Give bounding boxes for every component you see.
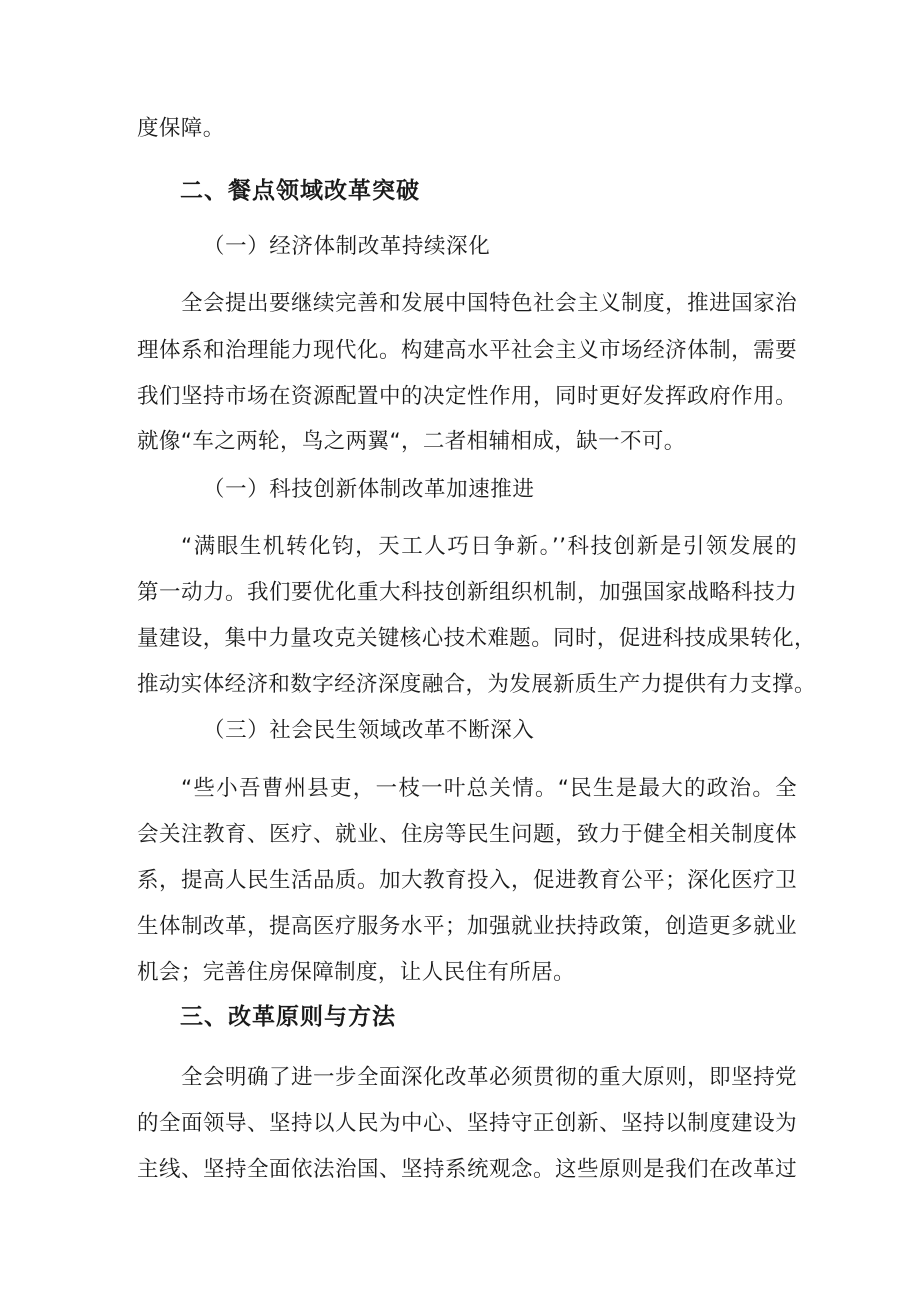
paragraph-line: 量建设，集中力量攻克关键核心技术难题。同时，促进科技成果转化， — [137, 626, 816, 651]
paragraph-line: 第一动力。我们要优化重大科技创新组织机制，加强国家战略科技力 — [137, 580, 797, 605]
paragraph-line: 理体系和治理能力现代化。构建高水平社会主义市场经济体制，需要 — [137, 338, 797, 363]
section-heading-3: 三、改革原则与方法 — [180, 1004, 396, 1030]
section-heading-2: 二、餐点领域改革突破 — [180, 178, 420, 204]
paragraph-line: 系，提高人民生活品质。加大教育投入，促进教育公平；深化医疗卫 — [137, 868, 797, 893]
subsection-heading-livelihood: （三）社会民生领域改革不断深入 — [203, 718, 535, 743]
paragraph-line: 全会明确了进一步全面深化改革必须贯彻的重大原则，即坚持党 — [181, 1065, 797, 1090]
paragraph-line: 度保障。 — [137, 116, 225, 141]
paragraph-line: 推动实体经济和数字经济深度融合，为发展新质生产力提供有力支撑。 — [137, 672, 816, 697]
subsection-heading-economy: （一）经济体制改革持续深化 — [203, 234, 491, 259]
subsection-heading-tech: （一）科技创新体制改革加速推进 — [203, 477, 535, 502]
paragraph-line: 机会；完善住房保障制度，让人民住有所居。 — [137, 960, 576, 985]
paragraph-line: 会关注教育、医疗、就业、住房等民生问题，致力于健全相关制度体 — [137, 822, 797, 847]
paragraph-line: 主线、坚持全面依法治国、坚持系统观念。这些原则是我们在改革过 — [137, 1157, 797, 1182]
paragraph-line: 我们坚持市场在资源配置中的决定性作用，同时更好发挥政府作用。 — [137, 384, 797, 409]
paragraph-line: “满眼生机转化钧，天工人巧日争新。’’科技创新是引领发展的 — [181, 534, 797, 559]
paragraph-line: 全会提出要继续完善和发展中国特色社会主义制度，推进国家治 — [181, 291, 797, 316]
paragraph-line: 生体制改革，提高医疗服务水平；加强就业扶持政策，创造更多就业 — [137, 914, 797, 939]
paragraph-line: 就像“车之两轮，鸟之两翼“，二者相辅相成，缺一不可。 — [137, 429, 686, 454]
paragraph-line: “些小吾曹州县吏，一枝一叶总关情。“民生是最大的政治。全 — [181, 776, 797, 801]
paragraph-line: 的全面领导、坚持以人民为中心、坚持守正创新、坚持以制度建设为 — [137, 1111, 797, 1136]
